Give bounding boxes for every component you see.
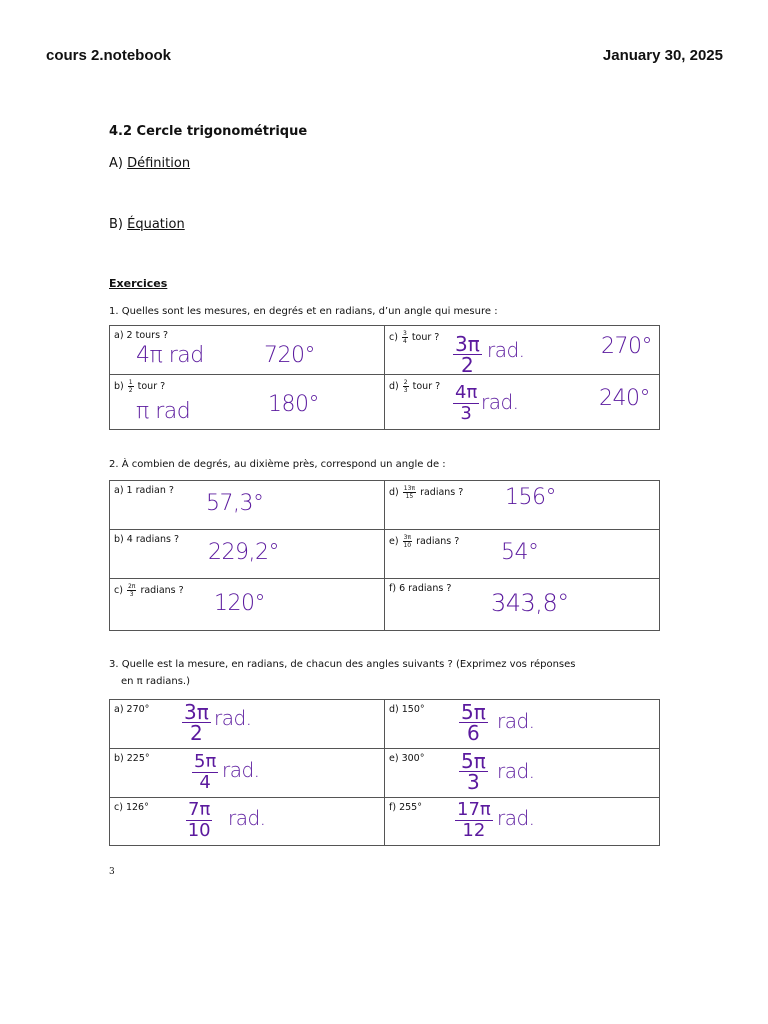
q2d-answer: 156°: [505, 485, 556, 510]
q2f-answer: 343,8°: [491, 589, 569, 617]
q1d-fraction: [403, 379, 409, 394]
question-3-text-line1: 3. Quelle est la mesure, en radians, de chacun des angles suivants ? (Exprimez vos réponses: [109, 659, 576, 670]
q1d-rad-unit: rad.: [481, 390, 519, 414]
subsection-a-prefix: A): [109, 156, 128, 171]
subsection-b: [109, 217, 185, 232]
q3b-fraction: [192, 752, 218, 793]
q3d-unit: rad.: [497, 709, 535, 733]
q3c-numerator: 7π: [188, 799, 211, 820]
q1d-numerator: 2: [403, 379, 408, 386]
q1b-denominator: 2: [128, 387, 133, 394]
q3f-denominator: 12: [462, 820, 486, 841]
q3e-fraction: [459, 751, 488, 792]
q2-cell-b: [110, 530, 385, 579]
q1d-rad-denominator: 3: [460, 403, 472, 424]
header-date: January 30, 2025: [602, 47, 723, 64]
q3f-unit: rad.: [497, 806, 535, 830]
q3a-denominator: 2: [190, 721, 203, 745]
q3f-label: f) 255°: [389, 802, 422, 813]
q3e-denominator: 3: [467, 770, 480, 794]
q2-cell-c: [110, 579, 385, 631]
q3-cell-c: [110, 798, 385, 846]
q2d-label: [389, 485, 463, 500]
q3b-label: b) 225°: [114, 753, 150, 764]
q3d-numerator: 5π: [461, 700, 486, 724]
q3a-fraction: [182, 702, 211, 743]
q3e-label: e) 300°: [389, 753, 425, 764]
q3c-fraction: [186, 800, 212, 841]
q2c-numerator: 2π: [127, 583, 136, 590]
q2b-answer: 229,2°: [208, 540, 279, 565]
q2d-fraction: [403, 485, 416, 500]
q3e-unit: rad.: [497, 759, 535, 783]
q3e-numerator: 5π: [461, 749, 486, 773]
q3-cell-a: [110, 700, 385, 749]
q3a-unit: rad.: [214, 706, 252, 730]
question-3-table: [109, 699, 660, 846]
q1-cell-b: [110, 375, 385, 430]
question-1-text: 1. Quelles sont les mesures, en degrés et en radians, d’un angle qui mesure :: [109, 306, 498, 317]
q3-cell-e: [385, 749, 660, 798]
q2-cell-f: [385, 579, 660, 631]
q1b-suffix: tour ?: [137, 381, 166, 392]
q1c-rad-unit: rad.: [487, 338, 525, 362]
q1c-label: [389, 330, 439, 345]
q1c-rad-denominator: 2: [461, 353, 474, 377]
q3b-unit: rad.: [222, 758, 260, 782]
q1c-prefix: c): [389, 332, 398, 343]
q3c-denominator: 10: [187, 820, 211, 841]
q1-cell-c: [385, 326, 660, 375]
section-title: 4.2 Cercle trigonométrique: [109, 124, 308, 139]
q3-cell-d: [385, 700, 660, 749]
q1a-label: a) 2 tours ?: [114, 330, 169, 341]
q2-cell-e: [385, 530, 660, 579]
q3f-numerator: 17π: [457, 799, 491, 820]
q1b-rad-answer: π rad: [136, 399, 191, 424]
page-number: 3: [109, 867, 115, 877]
q1c-rad-fraction: [453, 334, 482, 375]
q1c-rad-numerator: 3π: [455, 332, 480, 356]
q2d-numerator: 13π: [403, 485, 416, 492]
q2c-fraction: [127, 583, 136, 598]
q2e-fraction: [403, 534, 412, 549]
q2e-prefix: e): [389, 536, 399, 547]
q1d-rad-fraction: [453, 383, 479, 424]
q1b-label: [114, 379, 165, 394]
q1-cell-d: [385, 375, 660, 430]
q1d-prefix: d): [389, 381, 399, 392]
q1b-prefix: b): [114, 381, 124, 392]
q2d-suffix: radians ?: [420, 487, 464, 498]
q1a-rad-answer: 4π rad: [136, 343, 204, 368]
q2e-label: [389, 534, 459, 549]
q2c-prefix: c): [114, 585, 123, 596]
q2c-label: [114, 583, 184, 598]
q3b-denominator: 4: [199, 772, 211, 793]
q2e-suffix: radians ?: [416, 536, 460, 547]
q2-cell-a: [110, 481, 385, 530]
q2d-prefix: d): [389, 487, 399, 498]
q2c-suffix: radians ?: [140, 585, 184, 596]
q1a-deg-answer: 720°: [264, 343, 315, 368]
q1d-suffix: tour ?: [412, 381, 441, 392]
q3f-fraction: [455, 800, 493, 841]
q3d-fraction: [459, 702, 488, 743]
q2e-numerator: 3π: [403, 534, 412, 541]
question-2-text: 2. À combien de degrés, au dixième près, correspond un angle de :: [109, 459, 446, 470]
q1c-fraction: [402, 330, 408, 345]
q3b-numerator: 5π: [194, 751, 217, 772]
q1c-suffix: tour ?: [411, 332, 440, 343]
q1d-rad-numerator: 4π: [455, 382, 478, 403]
q2d-denominator: 15: [405, 493, 414, 500]
q1d-deg-answer: 240°: [599, 386, 650, 411]
q3d-label: d) 150°: [389, 704, 425, 715]
q1-cell-a: [110, 326, 385, 375]
q2c-answer: 120°: [214, 591, 265, 616]
q1d-label: [389, 379, 440, 394]
subsection-b-prefix: B): [109, 217, 128, 232]
q1b-deg-answer: 180°: [268, 392, 319, 417]
q3a-label: a) 270°: [114, 704, 150, 715]
question-1-table: [109, 325, 660, 430]
q2e-denominator: 10: [403, 542, 412, 549]
q1c-denominator: 4: [402, 338, 407, 345]
q1d-denominator: 3: [403, 387, 408, 394]
q1c-numerator: 3: [402, 330, 407, 337]
q3-cell-b: [110, 749, 385, 798]
notebook-filename: cours 2.notebook: [46, 47, 172, 64]
q2a-answer: 57,3°: [206, 491, 264, 516]
q2-cell-d: [385, 481, 660, 530]
q3c-unit: rad.: [228, 806, 266, 830]
exercises-title: Exercices: [109, 277, 168, 290]
subsection-a: [109, 156, 190, 171]
q2e-answer: 54°: [501, 540, 539, 565]
q2a-label: a) 1 radian ?: [114, 485, 174, 496]
subsection-a-label: Définition: [127, 156, 191, 171]
question-3-text-line2: en π radians.): [121, 676, 190, 687]
q2c-denominator: 3: [129, 591, 134, 598]
q3d-denominator: 6: [467, 721, 480, 745]
q2f-label: f) 6 radians ?: [389, 583, 452, 594]
q1b-numerator: 1: [128, 379, 133, 386]
subsection-b-label: Équation: [127, 217, 185, 232]
q3a-numerator: 3π: [184, 700, 209, 724]
q3c-label: c) 126°: [114, 802, 149, 813]
q1b-fraction: [128, 379, 134, 394]
q2b-label: b) 4 radians ?: [114, 534, 180, 545]
question-2-table: [109, 480, 660, 631]
q3-cell-f: [385, 798, 660, 846]
q1c-deg-answer: 270°: [601, 334, 652, 359]
